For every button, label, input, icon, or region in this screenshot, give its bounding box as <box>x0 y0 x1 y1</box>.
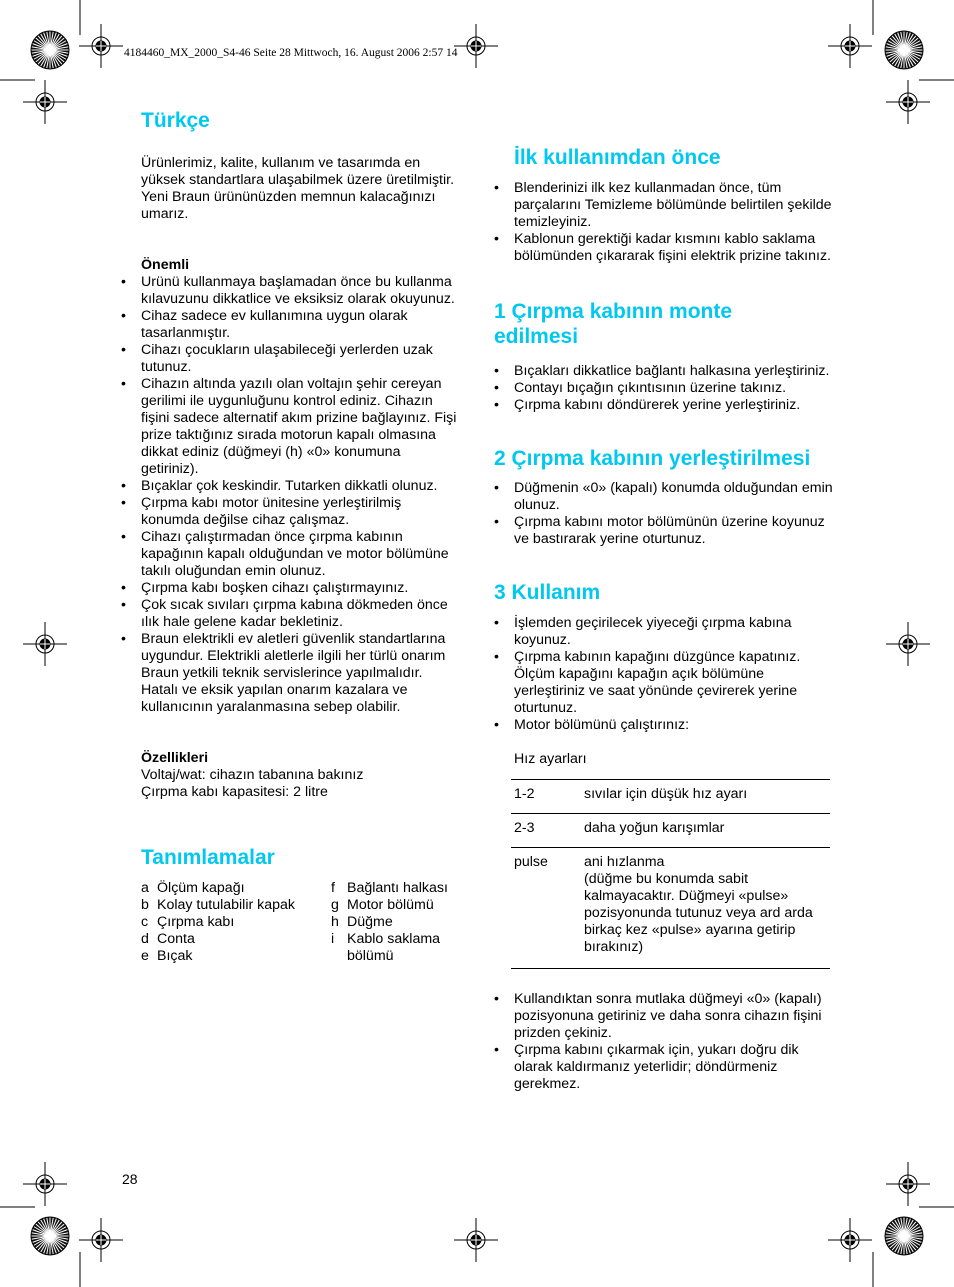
important-item: • Çok sıcak sıvıları çırpma kabına dökmeden önce ılık hale gelene kadar bekletiniz. <box>121 597 461 631</box>
part-label: Çırpma kabı <box>157 914 235 930</box>
registration-crosshair <box>454 1218 498 1262</box>
speed-key: 2-3 <box>511 814 581 848</box>
part-label: Bağlantı halkası <box>347 880 448 896</box>
part-label: Kablo saklama bölümü <box>347 931 441 964</box>
part-key: i <box>331 931 335 947</box>
usage-item: • İşlemden geçirilecek yiyeceği çırpma kabına koyunuz. <box>494 615 834 649</box>
important-item: • Cihazın altında yazılı olan voltajın şehir cereyan gerilimi ile uygunluğunu kontrol ediniz. Cihazın fişini sadece alternatif akım prizine bağlayınız. Fişi prize taktığınız sırada motorun kapalı olmasına dikkat ediniz (düğmeyi (h) «0» konumuna getiriniz). <box>121 376 461 478</box>
part-key: d <box>141 931 149 947</box>
speed-description: daha yoğun karışımlar <box>581 814 830 848</box>
registration-crosshair <box>23 622 67 666</box>
important-item: • Urünü kullanmaya başlamadan önce bu kullanma kılavuzunu dikkatlice ve eksiksiz olarak okuyunuz. <box>121 274 461 308</box>
speed-key: 1-2 <box>511 780 581 814</box>
features-line-capacity: Çırpma kabı kapasitesi: 2 litre <box>141 784 328 800</box>
part-key: g <box>331 897 339 913</box>
placement-item: • Çırpma kabını motor bölümünün üzerine koyunuz ve bastırarak yerine oturtunuz. <box>494 514 834 548</box>
after-use-item: • Çırpma kabını çıkarmak için, yukarı doğru dik olarak kaldırmanız yeterlidir; döndürmeniz gerekmez. <box>494 1042 834 1093</box>
placement-item: • Düğmenin «0» (kapalı) konumda olduğundan emin olunuz. <box>494 480 834 514</box>
part-label: Conta <box>157 931 195 947</box>
registration-crosshair <box>886 80 930 124</box>
speed-key: pulse <box>511 848 581 969</box>
part-key: b <box>141 897 149 913</box>
registration-crosshair <box>79 24 123 68</box>
intro-paragraph <box>141 155 459 223</box>
important-item: • Cihazı çalıştırmadan önce çırpma kabının kapağının kapalı olduğundan ve motor bölümüne takılı oluğundan emin olunuz. <box>121 529 461 580</box>
important-item: • Braun elektrikli ev aletleri güvenlik standartlarına uygundur. Elektrikli aletlerle ilgili her türlü onarım Braun yetkili teknik servislerince yapılmalıdır. Hatalı ve eksik yapılan onarım kazalara ve kullanıcının yaralanmasına sebep olabilir. <box>121 631 461 716</box>
part-key: c <box>141 914 149 930</box>
part-key: a <box>141 880 149 896</box>
important-list <box>121 274 461 716</box>
important-item: • Çırpma kabı boşken cihazı çalıştırmayınız. <box>121 580 461 597</box>
page-number: 28 <box>122 1171 138 1187</box>
speed-description: ani hızlanma (düğme bu konumda sabit kalmayacaktır. Düğmeyi «pulse» pozisyonunda tutunuz veya ard arda birkaç kez «pulse» ayarına getirip bırakınız) <box>581 848 830 969</box>
registration-starburst <box>31 1217 69 1255</box>
registration-crosshair <box>886 1162 930 1206</box>
assembly-item: • Contayı bıçağın çıkıntısının üzerine takınız. <box>494 380 834 397</box>
parts-list <box>141 880 461 965</box>
left-column <box>141 108 461 965</box>
speed-row <box>511 814 830 848</box>
registration-crosshair <box>79 1218 123 1262</box>
section-title-turkce: Türkçe <box>141 109 210 132</box>
intro-text: Ürünlerimiz, kalite, kullanım ve tasarımda en yüksek standartlara ulaşabilmek üzere üretilmiştir. Yeni Braun ürününüzden memnun kalacağınızı umarız. <box>141 155 455 222</box>
speed-row <box>511 780 830 814</box>
section-title-tanimlamalar: Tanımlamalar <box>141 846 275 869</box>
usage-list <box>494 615 834 734</box>
registration-crosshair <box>454 24 498 68</box>
right-column <box>494 145 834 1093</box>
print-header: 4184460_MX_2000_S4-46 Seite 28 Mittwoch, 16. August 2006 2:57 14 <box>124 47 458 59</box>
part-key: f <box>331 880 335 896</box>
usage-item: • Motor bölümünü çalıştırınız: <box>494 717 834 734</box>
registration-crosshair <box>886 622 930 666</box>
assembly-item: • Çırpma kabını döndürerek yerine yerleştiriniz. <box>494 397 834 414</box>
part-label: Ölçüm kapağı <box>157 880 245 896</box>
part-label: Bıçak <box>157 948 193 964</box>
features-line-voltage: Voltaj/wat: cihazın tabanına bakınız <box>141 767 364 783</box>
speed-heading: Hız ayarları <box>514 751 587 767</box>
important-item: • Bıçaklar çok keskindir. Tutarken dikkatli olunuz. <box>121 478 461 495</box>
section-title-first-use: İlk kullanımdan önce <box>514 146 721 169</box>
part-label: Motor bölümü <box>347 897 434 913</box>
registration-starburst <box>31 31 69 69</box>
after-use-item: • Kullandıktan sonra mutlaka düğmeyi «0» (kapalı) pozisyonuna getiriniz ve daha sonra cihazın fişini prizden çekiniz. <box>494 991 834 1042</box>
registration-crosshair <box>23 80 67 124</box>
important-item: • Cihaz sadece ev kullanımına uygun olarak tasarlanmıştır. <box>121 308 461 342</box>
after-use-list <box>494 991 834 1093</box>
features-heading: Özellikleri <box>141 750 209 766</box>
section-title-assembly: 1 Çırpma kabının monte edilmesi <box>494 300 733 348</box>
speed-table <box>511 779 830 969</box>
part-key: h <box>331 914 339 930</box>
registration-starburst <box>885 1217 923 1255</box>
important-item: • Cihazı çocukların ulaşabileceği yerlerden uzak tutunuz. <box>121 342 461 376</box>
section-title-usage: 3 Kullanım <box>494 581 601 604</box>
first-use-item: • Blenderinizi ilk kez kullanmadan önce, tüm parçalarını Temizleme bölümünde belirtilen şekilde temizleyiniz. <box>494 180 834 231</box>
usage-item: • Çırpma kabının kapağını düzgünce kapatınız. Ölçüm kapağını kapağın açık bölümüne yerleştiriniz ve saat yönünde çevirerek yerine oturtunuz. <box>494 649 834 717</box>
first-use-list <box>494 180 834 265</box>
important-item: • Çırpma kabı motor ünitesine yerleştirilmiş konumda değilse cihaz çalışmaz. <box>121 495 461 529</box>
registration-crosshair <box>23 1162 67 1206</box>
section-title-placement: 2 Çırpma kabının yerleştirilmesi <box>494 447 811 470</box>
parts-list-right <box>331 880 461 965</box>
parts-list-left <box>141 880 331 965</box>
important-heading: Önemli <box>141 257 190 273</box>
assembly-list <box>494 363 834 414</box>
registration-crosshair <box>828 1218 872 1262</box>
speed-row <box>511 848 830 969</box>
speed-description: sıvılar için düşük hız ayarı <box>581 780 830 814</box>
registration-crosshair <box>828 24 872 68</box>
part-label: Kolay tutulabilir kapak <box>157 897 296 913</box>
first-use-item: • Kablonun gerektiği kadar kısmını kablo saklama bölümünden çıkararak fişini elektrik prizine takınız. <box>494 231 834 265</box>
part-label: Düğme <box>347 914 393 930</box>
part-key: e <box>141 948 149 964</box>
placement-list <box>494 480 834 548</box>
assembly-item: • Bıçakları dikkatlice bağlantı halkasına yerleştiriniz. <box>494 363 834 380</box>
registration-starburst <box>885 31 923 69</box>
